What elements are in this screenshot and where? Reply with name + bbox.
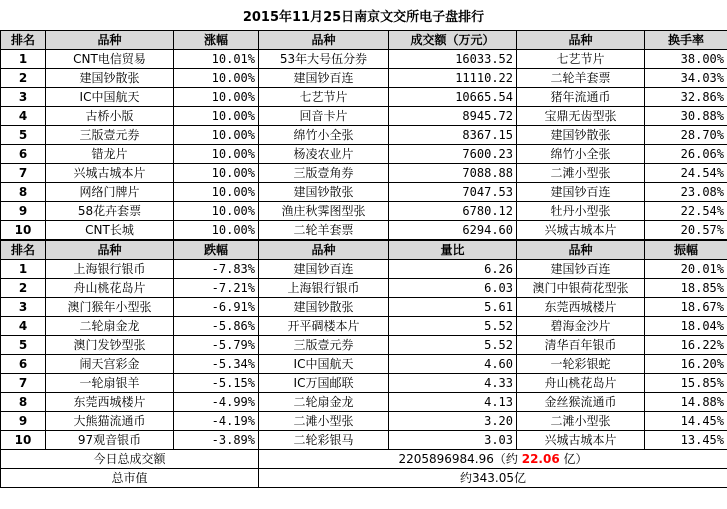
ratio-name-cell: 二轮彩银马	[259, 431, 389, 450]
amplitude-value-cell: 16.22%	[645, 336, 727, 355]
amplitude-value-cell: 20.01%	[645, 260, 727, 279]
drop-name-cell: 闹天宫彩金	[46, 355, 174, 374]
ratio-name-cell: 三版壹元券	[259, 336, 389, 355]
header-drop: 跌幅	[174, 240, 259, 260]
drop-name-cell: 东莞西城楼片	[46, 393, 174, 412]
header-turnover: 换手率	[645, 31, 727, 50]
bottom-row	[1, 260, 727, 279]
turnover-value-cell: 38.00%	[645, 50, 727, 69]
top-section	[1, 31, 727, 241]
bottom-row	[1, 317, 727, 336]
page-title: 2015年11月25日南京文交所电子盘排行	[242, 9, 485, 25]
gain-name-cell: CNT电信贸易	[46, 50, 174, 69]
rank-cell: 10	[1, 221, 46, 241]
turnover-name-cell: 猪年流通币	[517, 88, 645, 107]
daily-total-suffix: 亿）	[563, 452, 588, 466]
header-gain: 涨幅	[174, 31, 259, 50]
ratio-name-cell: 建国钞散张	[259, 298, 389, 317]
amplitude-name-cell: 金丝猴流通币	[517, 393, 645, 412]
rank-cell: 9	[1, 412, 46, 431]
header-amplitude: 振幅	[645, 240, 727, 260]
ratio-value-cell: 3.20	[389, 412, 517, 431]
turnover-value-cell: 32.86%	[645, 88, 727, 107]
gain-value-cell: 10.00%	[174, 164, 259, 183]
header-turnover-name: 品种	[517, 31, 645, 50]
volume-value-cell: 8367.15	[389, 126, 517, 145]
daily-total-prefix: （约	[493, 452, 518, 466]
rank-cell: 7	[1, 374, 46, 393]
header-amplitude-name: 品种	[517, 240, 645, 260]
amplitude-value-cell: 18.67%	[645, 298, 727, 317]
turnover-value-cell: 20.57%	[645, 221, 727, 241]
turnover-value-cell: 30.88%	[645, 107, 727, 126]
gain-value-cell: 10.00%	[174, 145, 259, 164]
drop-value-cell: -3.89%	[174, 431, 259, 450]
volume-name-cell: 回音卡片	[259, 107, 389, 126]
market-cap-row	[1, 469, 727, 488]
turnover-value-cell: 28.70%	[645, 126, 727, 145]
volume-name-cell: 建国钞百连	[259, 69, 389, 88]
market-cap-label: 总市值	[1, 469, 259, 488]
volume-name-cell: 渔庄秋霁图型张	[259, 202, 389, 221]
amplitude-name-cell: 东莞西城楼片	[517, 298, 645, 317]
top-row	[1, 126, 727, 145]
amplitude-value-cell: 13.45%	[645, 431, 727, 450]
daily-total-highlight: 22.06	[521, 452, 560, 466]
drop-value-cell: -5.86%	[174, 317, 259, 336]
gain-name-cell: IC中国航天	[46, 88, 174, 107]
turnover-name-cell: 建国钞百连	[517, 183, 645, 202]
turnover-name-cell: 牡丹小型张	[517, 202, 645, 221]
gain-value-cell: 10.00%	[174, 202, 259, 221]
turnover-value-cell: 22.54%	[645, 202, 727, 221]
rank-cell: 6	[1, 145, 46, 164]
amplitude-name-cell: 建国钞百连	[517, 260, 645, 279]
turnover-name-cell: 七艺节片	[517, 50, 645, 69]
bottom-row	[1, 393, 727, 412]
ratio-name-cell: 二轮扇金龙	[259, 393, 389, 412]
drop-value-cell: -4.19%	[174, 412, 259, 431]
top-row	[1, 221, 727, 241]
amplitude-name-cell: 一轮彩银蛇	[517, 355, 645, 374]
gain-value-cell: 10.01%	[174, 50, 259, 69]
rank-cell: 3	[1, 88, 46, 107]
gain-name-cell: 兴城古城本片	[46, 164, 174, 183]
amplitude-value-cell: 14.88%	[645, 393, 727, 412]
amplitude-value-cell: 18.04%	[645, 317, 727, 336]
turnover-name-cell: 建国钞散张	[517, 126, 645, 145]
top-header-row	[1, 31, 727, 50]
ratio-value-cell: 3.03	[389, 431, 517, 450]
daily-total-label: 今日总成交额	[1, 450, 259, 469]
volume-name-cell: 绵竹小全张	[259, 126, 389, 145]
volume-name-cell: 三版壹角券	[259, 164, 389, 183]
drop-name-cell: 上海银行银币	[46, 260, 174, 279]
drop-name-cell: 97观音银币	[46, 431, 174, 450]
gain-name-cell: 三版壹元券	[46, 126, 174, 145]
ratio-value-cell: 5.61	[389, 298, 517, 317]
header-ratio-name: 品种	[259, 240, 389, 260]
amplitude-value-cell: 15.85%	[645, 374, 727, 393]
volume-value-cell: 6294.60	[389, 221, 517, 241]
volume-value-cell: 7088.88	[389, 164, 517, 183]
ratio-value-cell: 5.52	[389, 336, 517, 355]
ratio-name-cell: IC中国航天	[259, 355, 389, 374]
gain-name-cell: CNT长城	[46, 221, 174, 241]
ranking-table	[0, 30, 727, 488]
bottom-row	[1, 431, 727, 450]
amplitude-name-cell: 碧海金沙片	[517, 317, 645, 336]
turnover-value-cell: 26.06%	[645, 145, 727, 164]
amplitude-name-cell: 清华百年银币	[517, 336, 645, 355]
volume-value-cell: 11110.22	[389, 69, 517, 88]
turnover-name-cell: 二轮羊套票	[517, 69, 645, 88]
volume-name-cell: 53年大号伍分券	[259, 50, 389, 69]
turnover-name-cell: 二滩小型张	[517, 164, 645, 183]
bottom-row	[1, 374, 727, 393]
header-ratio: 量比	[389, 240, 517, 260]
volume-value-cell: 10665.54	[389, 88, 517, 107]
header-volume: 成交额（万元）	[389, 31, 517, 50]
drop-value-cell: -7.83%	[174, 260, 259, 279]
gain-name-cell: 网络门牌片	[46, 183, 174, 202]
turnover-value-cell: 24.54%	[645, 164, 727, 183]
bottom-row	[1, 298, 727, 317]
drop-name-cell: 一轮扇银羊	[46, 374, 174, 393]
top-row	[1, 107, 727, 126]
volume-value-cell: 8945.72	[389, 107, 517, 126]
bottom-section	[1, 240, 727, 450]
drop-name-cell: 澳门猴年小型张	[46, 298, 174, 317]
gain-value-cell: 10.00%	[174, 126, 259, 145]
header-rank: 排名	[1, 31, 46, 50]
bottom-header-row	[1, 240, 727, 260]
ratio-name-cell: IC万国邮联	[259, 374, 389, 393]
ratio-name-cell: 上海银行银币	[259, 279, 389, 298]
gain-value-cell: 10.00%	[174, 88, 259, 107]
ratio-value-cell: 4.33	[389, 374, 517, 393]
amplitude-value-cell: 16.20%	[645, 355, 727, 374]
rank-cell: 4	[1, 317, 46, 336]
volume-name-cell: 二轮羊套票	[259, 221, 389, 241]
rank-cell: 1	[1, 260, 46, 279]
bottom-row	[1, 412, 727, 431]
top-row	[1, 145, 727, 164]
gain-value-cell: 10.00%	[174, 107, 259, 126]
rank-cell: 4	[1, 107, 46, 126]
turnover-value-cell: 34.03%	[645, 69, 727, 88]
drop-name-cell: 舟山桃花岛片	[46, 279, 174, 298]
daily-total-row	[1, 450, 727, 469]
footer-section	[1, 450, 727, 488]
top-row	[1, 183, 727, 202]
volume-name-cell: 建国钞散张	[259, 183, 389, 202]
header-rank: 排名	[1, 240, 46, 260]
ratio-value-cell: 4.13	[389, 393, 517, 412]
rank-cell: 1	[1, 50, 46, 69]
volume-value-cell: 7047.53	[389, 183, 517, 202]
ratio-name-cell: 二滩小型张	[259, 412, 389, 431]
volume-value-cell: 7600.23	[389, 145, 517, 164]
ratio-name-cell: 建国钞百连	[259, 260, 389, 279]
top-row	[1, 202, 727, 221]
ratio-value-cell: 6.26	[389, 260, 517, 279]
bottom-row	[1, 355, 727, 374]
ratio-value-cell: 6.03	[389, 279, 517, 298]
drop-name-cell: 澳门发钞型张	[46, 336, 174, 355]
rank-cell: 5	[1, 336, 46, 355]
rank-cell: 10	[1, 431, 46, 450]
bottom-row	[1, 279, 727, 298]
gain-value-cell: 10.00%	[174, 183, 259, 202]
amplitude-name-cell: 二滩小型张	[517, 412, 645, 431]
rank-cell: 8	[1, 183, 46, 202]
top-row	[1, 88, 727, 107]
drop-value-cell: -5.79%	[174, 336, 259, 355]
rank-cell: 5	[1, 126, 46, 145]
volume-value-cell: 6780.12	[389, 202, 517, 221]
drop-value-cell: -5.15%	[174, 374, 259, 393]
amplitude-name-cell: 舟山桃花岛片	[517, 374, 645, 393]
drop-name-cell: 二轮扇金龙	[46, 317, 174, 336]
top-row	[1, 69, 727, 88]
gain-name-cell: 58花卉套票	[46, 202, 174, 221]
turnover-name-cell: 兴城古城本片	[517, 221, 645, 241]
gain-value-cell: 10.00%	[174, 221, 259, 241]
ratio-value-cell: 4.60	[389, 355, 517, 374]
bottom-row	[1, 336, 727, 355]
drop-value-cell: -4.99%	[174, 393, 259, 412]
drop-name-cell: 大熊猫流通币	[46, 412, 174, 431]
drop-value-cell: -6.91%	[174, 298, 259, 317]
top-row	[1, 164, 727, 183]
rank-cell: 2	[1, 69, 46, 88]
gain-value-cell: 10.00%	[174, 69, 259, 88]
turnover-value-cell: 23.08%	[645, 183, 727, 202]
rank-cell: 9	[1, 202, 46, 221]
rank-cell: 6	[1, 355, 46, 374]
gain-name-cell: 错龙片	[46, 145, 174, 164]
amplitude-value-cell: 18.85%	[645, 279, 727, 298]
daily-total-cell	[259, 450, 727, 469]
header-volume-name: 品种	[259, 31, 389, 50]
gain-name-cell: 古桥小版	[46, 107, 174, 126]
volume-value-cell: 16033.52	[389, 50, 517, 69]
amplitude-name-cell: 澳门中银荷花型张	[517, 279, 645, 298]
drop-value-cell: -5.34%	[174, 355, 259, 374]
turnover-name-cell: 绵竹小全张	[517, 145, 645, 164]
volume-name-cell: 七艺节片	[259, 88, 389, 107]
volume-name-cell: 杨凌农业片	[259, 145, 389, 164]
ratio-name-cell: 开平碉楼本片	[259, 317, 389, 336]
rank-cell: 3	[1, 298, 46, 317]
turnover-name-cell: 宝鼎无齿型张	[517, 107, 645, 126]
amplitude-name-cell: 兴城古城本片	[517, 431, 645, 450]
rank-cell: 2	[1, 279, 46, 298]
ratio-value-cell: 5.52	[389, 317, 517, 336]
rank-cell: 8	[1, 393, 46, 412]
market-cap-value: 约343.05亿	[259, 469, 727, 488]
top-row	[1, 50, 727, 69]
rank-cell: 7	[1, 164, 46, 183]
drop-value-cell: -7.21%	[174, 279, 259, 298]
gain-name-cell: 建国钞散张	[46, 69, 174, 88]
daily-total-value: 2205896984.96	[398, 452, 494, 466]
amplitude-value-cell: 14.45%	[645, 412, 727, 431]
header-gain-name: 品种	[46, 31, 174, 50]
header-drop-name: 品种	[46, 240, 174, 260]
